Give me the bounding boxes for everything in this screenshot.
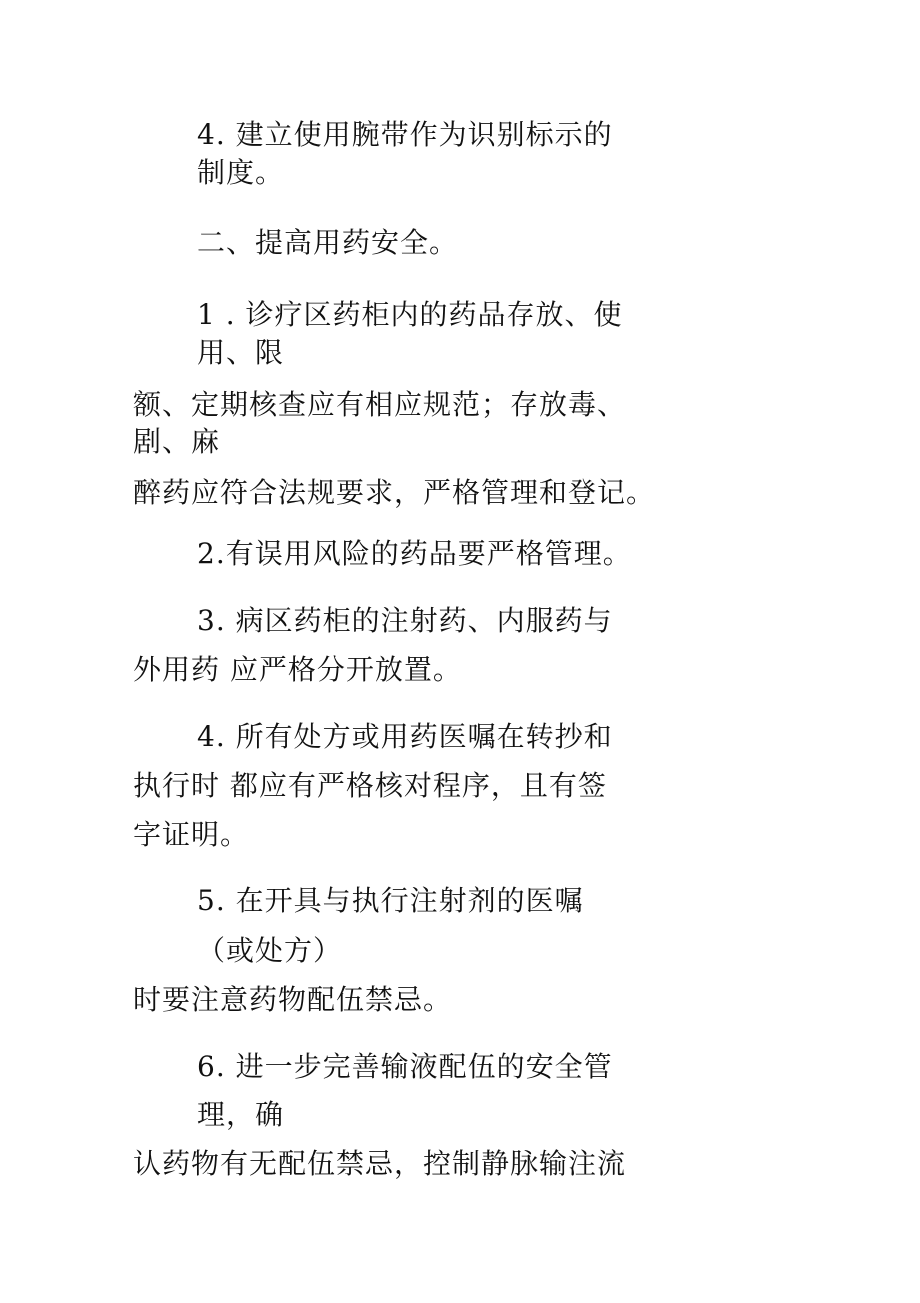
- text-line: 时要注意药物配伍禁忌。: [133, 983, 453, 1016]
- text-line: 1 . 诊疗区药柜内的药品存放、使: [197, 298, 623, 331]
- text-line: 制度。: [197, 156, 285, 189]
- section-heading: 二、提高用药安全。: [197, 226, 459, 259]
- text-line: 3. 病区药柜的注射药、内服药与: [197, 604, 613, 637]
- text-line: 剧、麻: [133, 425, 221, 458]
- text-line: 理，确: [197, 1098, 285, 1131]
- text-line: （或处方）: [197, 934, 343, 967]
- text-line: 5. 在开具与执行注射剂的医嘱: [197, 884, 584, 917]
- text-line: 醉药应符合法规要求，严格管理和登记。: [133, 476, 656, 509]
- text-line: 4. 所有处方或用药医嘱在转抄和: [197, 720, 613, 753]
- text-line: 4. 建立使用腕带作为识别标示的: [197, 118, 613, 151]
- text-line: 认药物有无配伍禁忌，控制静脉输注流: [133, 1147, 627, 1180]
- text-line: 外用药 应严格分开放置。: [133, 653, 462, 686]
- text-line: 执行时 都应有严格核对程序，且有签: [133, 769, 607, 802]
- text-line: 6. 进一步完善输液配伍的安全管: [197, 1050, 613, 1083]
- text-line: 2.有误用风险的药品要严格管理。: [197, 537, 632, 570]
- text-line: 额、定期核查应有相应规范；存放毒、: [133, 388, 627, 421]
- text-line: 字证明。: [133, 818, 250, 851]
- text-line: 用、限: [197, 336, 285, 369]
